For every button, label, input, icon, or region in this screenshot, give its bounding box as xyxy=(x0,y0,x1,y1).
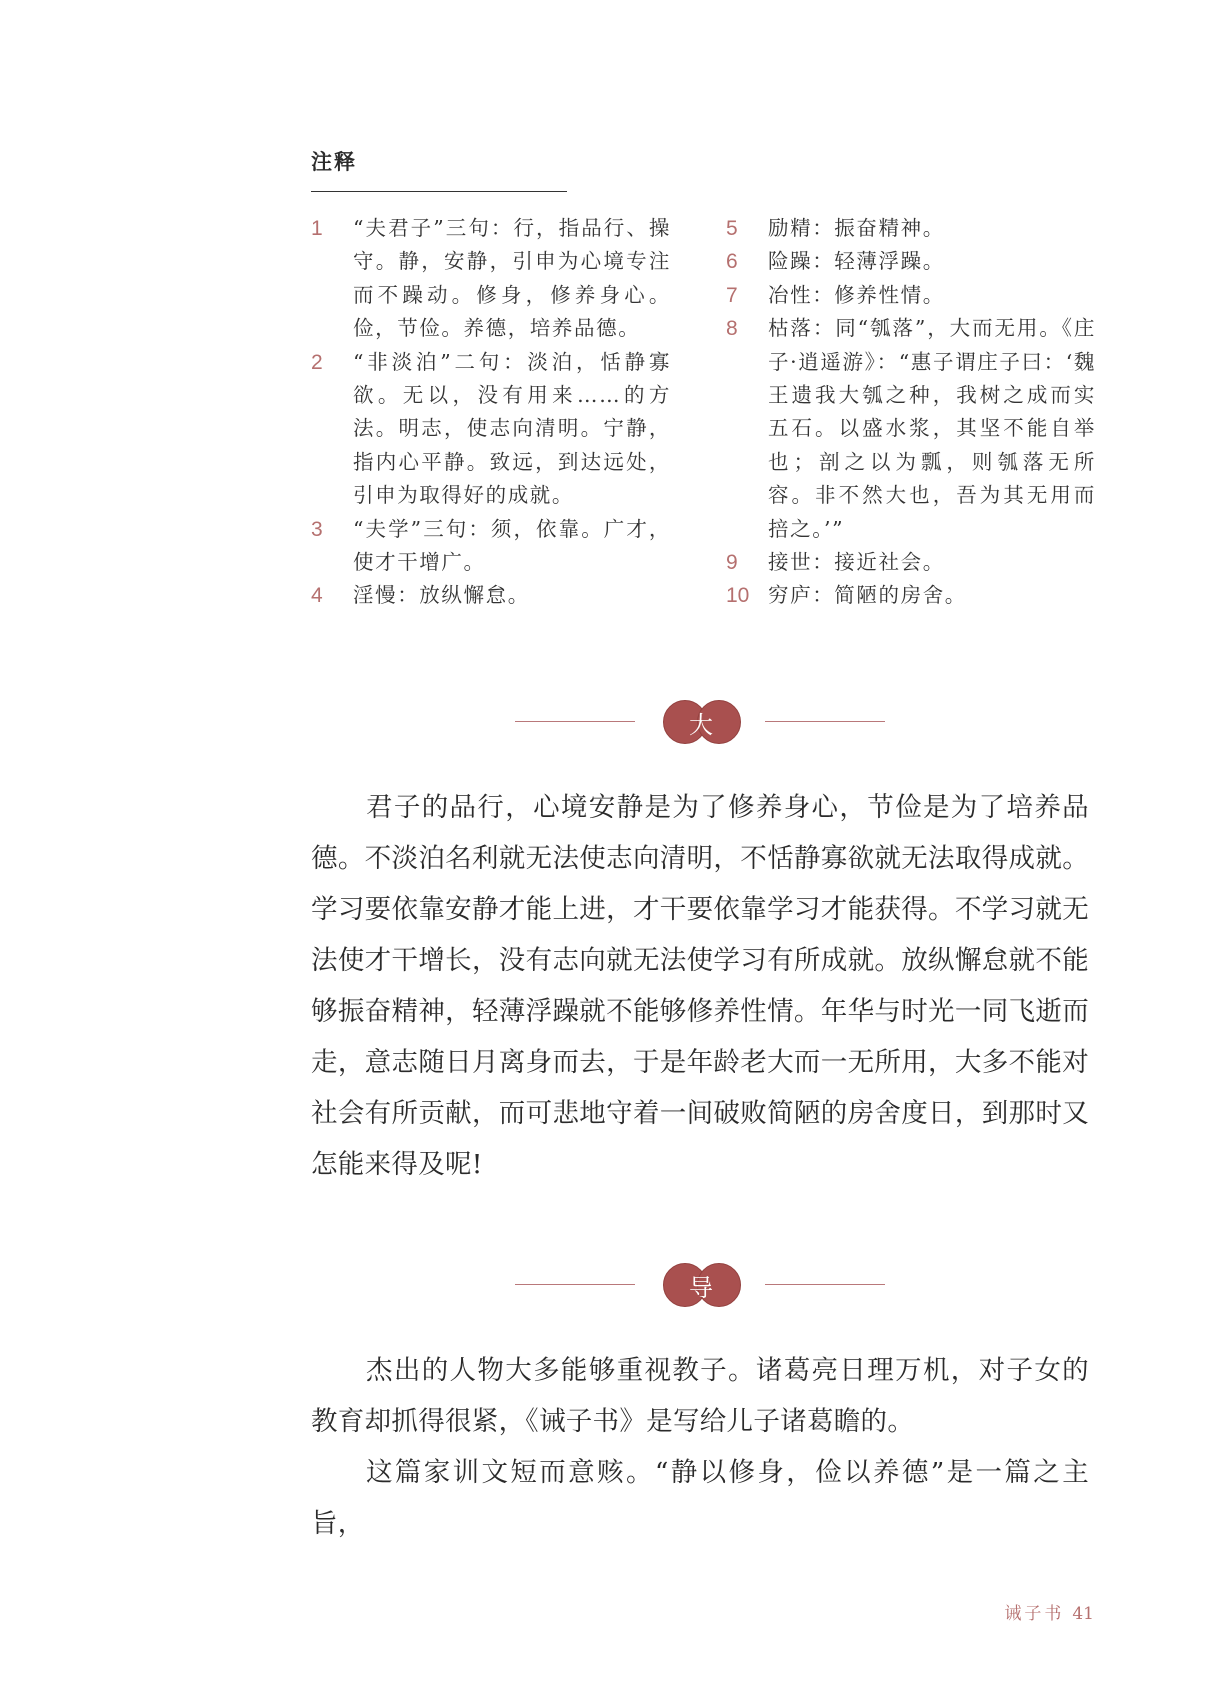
section-header-dayi xyxy=(515,700,885,774)
note-text: “夫君子”三句：行，指品行、操守。静，安静，引申为心境专注而不躁动。修身，修养身心。俭，节俭。养德，培养品德。 xyxy=(353,216,671,341)
section-title: 大意 xyxy=(684,711,723,774)
note-text: 枯落：同“瓠落”，大而无用。《庄子·逍遥游》：“惠子谓庄子曰：‘魏王遗我大瓠之种，我树之成而实五石。以盛水浆，其坚不能自举也；剖之以为瓢，则瓠落无所容。非不然大也，吾为其无用而掊之。’” xyxy=(768,316,1096,541)
note-number: 6 xyxy=(726,250,738,274)
paragraph: 杰出的人物大多能够重视教子。诸葛亮日理万机，对子女的教育却抓得很紧，《诫子书》是写给儿子诸葛瞻的。 xyxy=(311,1355,1089,1437)
note-item xyxy=(311,579,671,612)
note-number: 4 xyxy=(311,584,323,608)
note-number: 3 xyxy=(311,517,323,541)
note-text: 淫慢：放纵懈怠。 xyxy=(353,583,530,608)
book-title: 诫子书 xyxy=(1004,1604,1065,1624)
note-text: 冶性：修养性情。 xyxy=(768,282,945,307)
divider-line xyxy=(765,1284,885,1285)
note-number: 2 xyxy=(311,350,323,374)
section-seal xyxy=(663,700,739,774)
notes-divider xyxy=(311,191,567,192)
page-footer xyxy=(1004,1599,1094,1624)
note-item xyxy=(311,346,671,513)
note-number: 5 xyxy=(726,217,738,240)
divider-line xyxy=(765,721,885,722)
note-item xyxy=(726,546,1096,579)
note-number: 9 xyxy=(726,551,738,575)
note-text: “夫学”三句：须，依靠。广才，使才干增广。 xyxy=(353,516,671,575)
note-item xyxy=(726,312,1096,546)
page-number: 41 xyxy=(1072,1604,1094,1624)
dayi-body xyxy=(311,782,1089,1190)
note-item xyxy=(311,212,671,346)
note-number: 10 xyxy=(726,584,750,608)
paragraph: 君子的品行，心境安静是为了修养身心，节俭是为了培养品德。不淡泊名利就无法使志向清明，不恬静寡欲就无法取得成就。学习要依靠安静才能上进，才干要依靠学习才能获得。不学习就无法使才干增长，没有志向就无法使学习有所成就。放纵懈怠就不能够振奋精神，轻薄浮躁就不能够修养性情。年华与时光一同飞逝而走，意志随日月离身而去，于是年龄老大而一无所用，大多不能对社会有所贡献，而可悲地守着一间破败简陋的房舍度日，到那时又怎能来得及呢! xyxy=(311,792,1089,1180)
paragraph: 这篇家训文短而意赅。“静以修身，俭以养德”是一篇之主旨， xyxy=(311,1457,1089,1539)
note-text: “非淡泊”二句：淡泊，恬静寡欲。无以，没有用来……的方法。明志，使志向清明。宁静，指内心平静。致远，到达远处，引申为取得好的成就。 xyxy=(353,349,671,508)
note-item xyxy=(726,279,1096,312)
note-text: 励精：振奋精神。 xyxy=(768,216,945,240)
note-text: 穷庐：简陋的房舍。 xyxy=(768,583,967,608)
divider-line xyxy=(515,1284,635,1285)
notes-heading: 注释 xyxy=(311,149,357,174)
note-number: 7 xyxy=(726,283,738,307)
note-number: 8 xyxy=(726,317,738,341)
section-title: 导读 xyxy=(684,1274,723,1337)
note-item xyxy=(726,579,1096,612)
note-item xyxy=(311,513,671,580)
note-text: 险躁：轻薄浮躁。 xyxy=(768,249,945,274)
section-header-daodu xyxy=(515,1263,885,1337)
notes-column-left xyxy=(311,212,671,613)
divider-line xyxy=(515,721,635,722)
note-text: 接世：接近社会。 xyxy=(768,550,945,575)
note-number: 1 xyxy=(311,217,323,240)
note-item xyxy=(726,212,1096,245)
section-seal xyxy=(663,1263,739,1337)
notes-column-right xyxy=(726,212,1096,613)
note-item xyxy=(726,245,1096,278)
daodu-body xyxy=(311,1345,1089,1549)
